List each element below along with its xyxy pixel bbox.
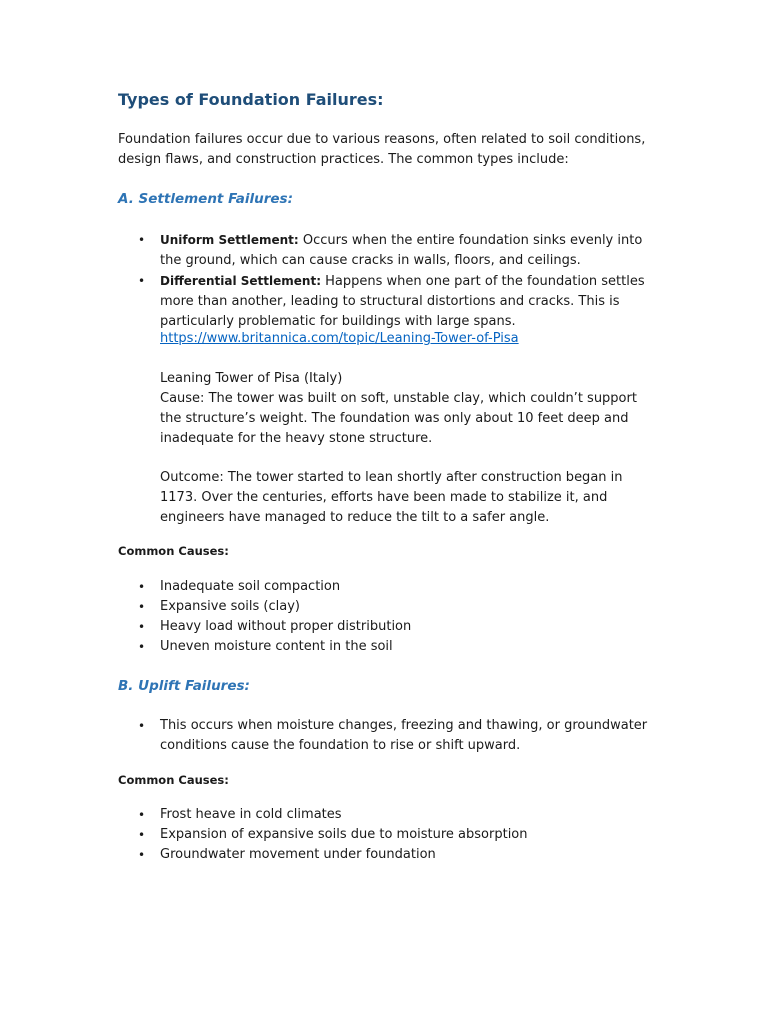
list-item bbox=[118, 845, 648, 865]
bullet-icon: • bbox=[138, 848, 146, 862]
list-item-text: Expansion of expansive soils due to moisture absorption bbox=[160, 827, 528, 842]
bullet-icon: • bbox=[138, 828, 146, 842]
britannica-link[interactable]: https://www.britannica.com/topic/Leaning-Tower-of-Pisa bbox=[160, 331, 519, 346]
bullet-icon: • bbox=[138, 233, 146, 247]
example-title: Leaning Tower of Pisa (Italy) bbox=[160, 371, 343, 386]
bullet-icon: • bbox=[138, 719, 146, 733]
list-item-text: Occurs when the entire foundation sinks evenly into the ground, which can cause cracks in walls, floors, and ceilings. bbox=[160, 233, 643, 268]
bullet-icon: • bbox=[138, 808, 146, 822]
example-outcome: Outcome: The tower started to lean shortly after construction began in 1173. Over the centuries, efforts have been made to stabilize it, and engineers have managed to reduce the tilt to a safer angle. bbox=[160, 470, 623, 525]
list-item-text: Happens when one part of the foundation settles more than another, leading to structural distortions and cracks. This is particularly problematic for buildings with large spans. bbox=[160, 274, 645, 329]
list-item-text: Heavy load without proper distribution bbox=[160, 619, 412, 634]
intro-paragraph: Foundation failures occur due to various reasons, often related to soil conditions, design flaws, and construction practices. The common types include: bbox=[118, 132, 646, 167]
list-item bbox=[118, 617, 648, 637]
list-item-term: Uniform Settlement: bbox=[160, 233, 299, 247]
uplift-description-list bbox=[118, 716, 648, 756]
uplift-causes-list bbox=[118, 805, 648, 865]
list-item-text: Inadequate soil compaction bbox=[160, 579, 341, 594]
list-item bbox=[118, 637, 648, 657]
bullet-icon: • bbox=[138, 620, 146, 634]
bullet-icon: • bbox=[138, 274, 146, 288]
settlement-causes-list bbox=[118, 577, 648, 657]
settlement-types-list bbox=[118, 230, 648, 332]
example-cause: Cause: The tower was built on soft, unstable clay, which couldn’t support the structure’s weight. The foundation was only about 10 feet deep and inadequate for the heavy stone structure. bbox=[160, 391, 637, 446]
list-item bbox=[118, 230, 648, 271]
list-item-text: Uneven moisture content in the soil bbox=[160, 639, 393, 654]
list-item bbox=[118, 271, 648, 332]
list-item bbox=[118, 716, 648, 756]
list-item bbox=[118, 577, 648, 597]
bullet-icon: • bbox=[138, 580, 146, 594]
list-item-text: Groundwater movement under foundation bbox=[160, 847, 436, 862]
list-item bbox=[118, 597, 648, 617]
common-causes-heading-b: Common Causes: bbox=[118, 773, 229, 787]
list-item-text: Frost heave in cold climates bbox=[160, 807, 342, 822]
list-item-text: Expansive soils (clay) bbox=[160, 599, 300, 614]
section-b-heading: B. Uplift Failures: bbox=[118, 678, 250, 694]
section-a-heading: A. Settlement Failures: bbox=[118, 191, 293, 207]
bullet-icon: • bbox=[138, 600, 146, 614]
bullet-icon: • bbox=[138, 640, 146, 654]
list-item bbox=[118, 825, 648, 845]
list-item-text: This occurs when moisture changes, freezing and thawing, or groundwater conditions cause the foundation to rise or shift upward. bbox=[160, 718, 648, 753]
common-causes-heading-a: Common Causes: bbox=[118, 544, 229, 558]
list-item bbox=[118, 805, 648, 825]
list-item-term: Differential Settlement: bbox=[160, 274, 321, 288]
document-title: Types of Foundation Failures: bbox=[118, 90, 384, 109]
